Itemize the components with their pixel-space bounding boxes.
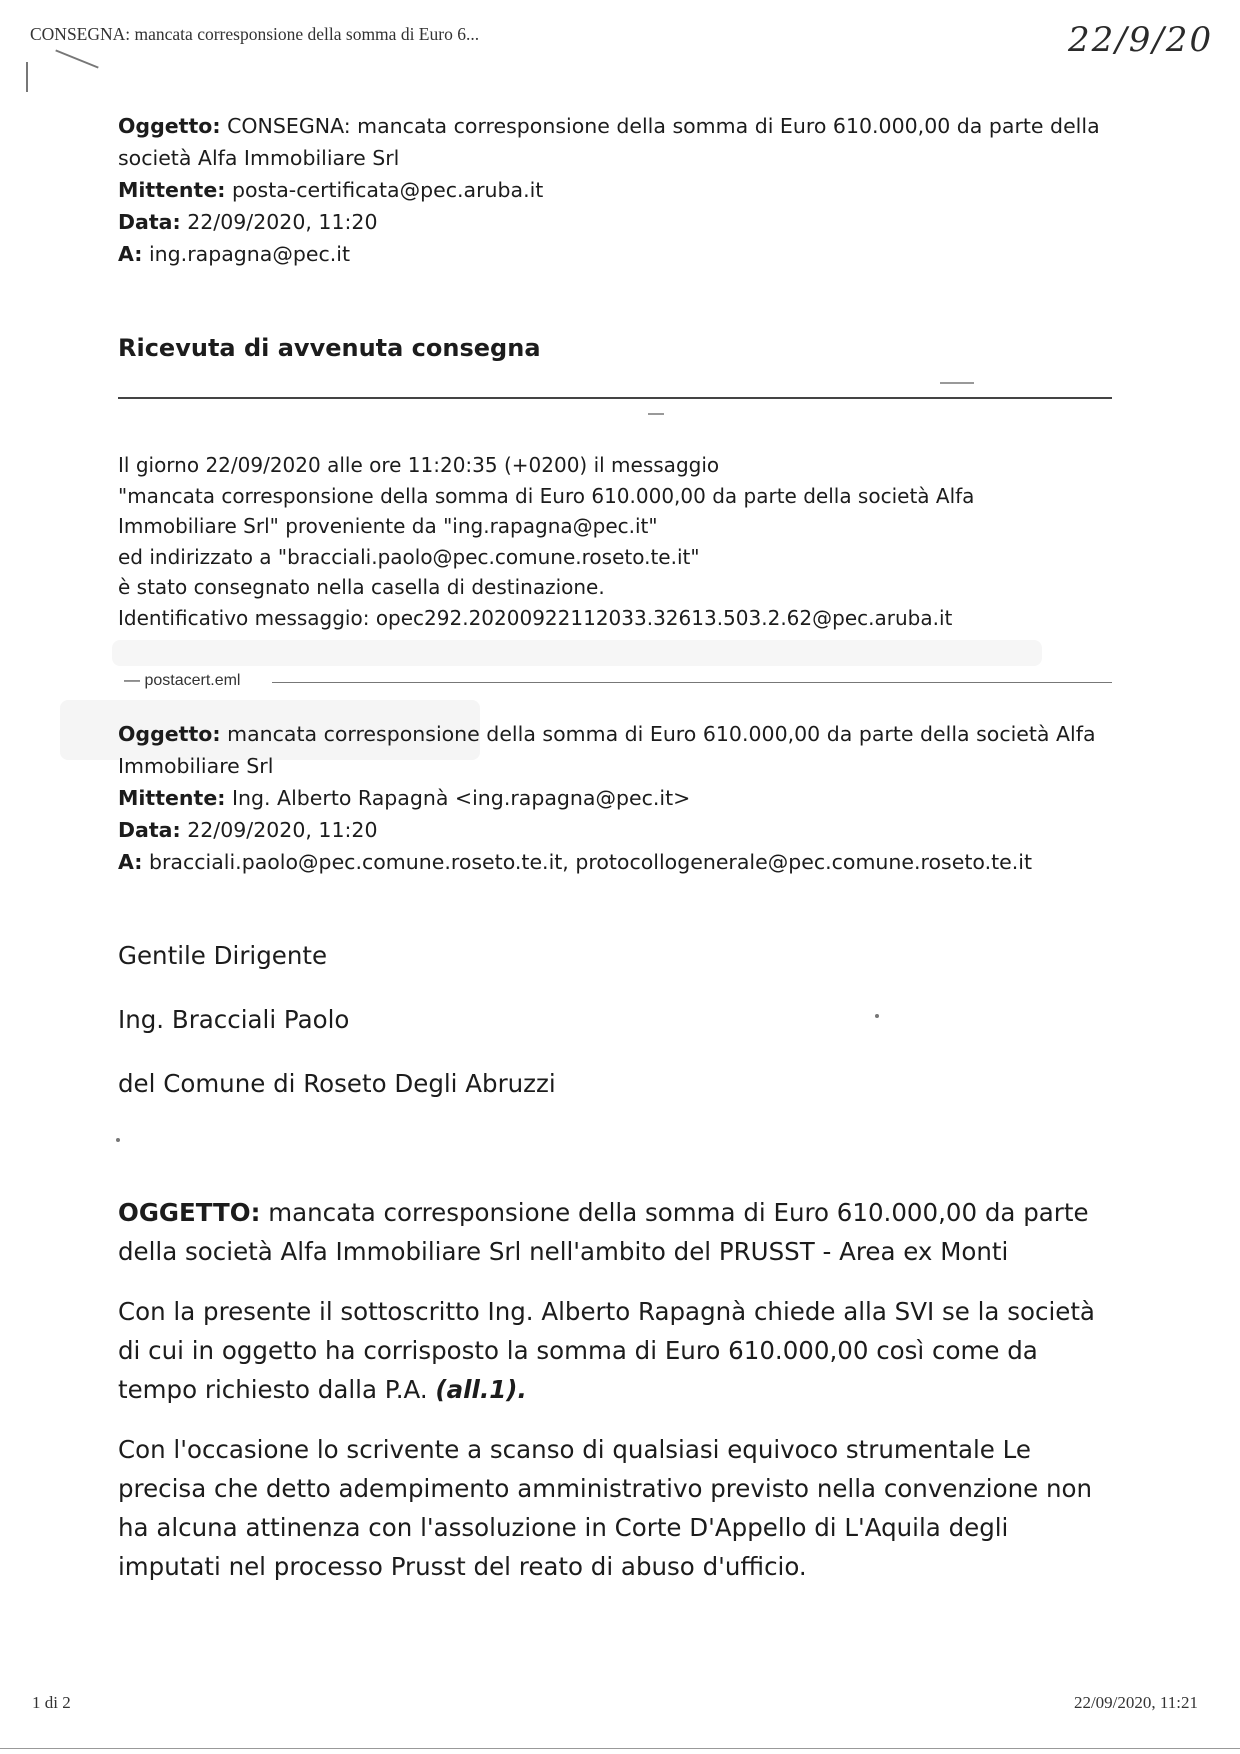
receipt-date-label: Data: [118,210,181,234]
receipt-line: Immobiliare Srl" proveniente da "ing.rapagna@pec.it" [118,514,658,538]
scan-smudge [112,640,1042,666]
scan-speck [875,1014,879,1018]
receipt-sender [118,174,1138,206]
original-sender-label: Mittente: [118,786,226,810]
original-to-label: A: [118,850,143,874]
receipt-title-rule [118,397,1112,399]
salutation-line: Gentile Dirigente [118,941,328,970]
scan-speck [116,1138,120,1142]
original-subject-value: mancata corresponsione della somma di Euro 610.000,00 da parte della società Alfa Immobiliare Srl [118,722,1096,778]
scan-speck [648,413,664,415]
original-subject-label: Oggetto: [118,722,221,746]
receipt-subject-value: CONSEGNA: mancata corresponsione della somma di Euro 610.000,00 da parte della società Alfa Immobiliare Srl [118,114,1100,170]
letter-paragraph-2: Con l'occasione lo scrivente a scanso di qualsiasi equivoco strumentale Le precisa che detto adempimento amministrativo previsto nella convenzione non ha alcuna attinenza con l'assoluzione in Corte D'Appello di L'Aquila degli imputati nel processo Prusst del reato di abuso d'ufficio. [118,1435,1093,1581]
receipt-to [118,238,1138,270]
letter-object [118,1193,1118,1271]
receipt-body [118,450,1138,633]
attachment-separator-rule [272,682,1112,683]
print-footer-datetime: 22/09/2020, 11:21 [1073,1693,1198,1712]
receipt-line: ed indirizzato a "bracciali.paolo@pec.comune.roseto.te.it" [118,544,700,569]
receipt-header [118,110,1138,270]
original-header [118,718,1138,878]
receipt-sender-value: posta-certificata@pec.aruba.it [231,178,544,202]
print-footer-page: 1 di 2 [32,1693,71,1712]
receipt-date [118,206,1138,238]
receipt-date-value: 22/09/2020, 11:20 [187,210,378,234]
print-header-title: CONSEGNA: mancata corresponsione della somma di Euro 6... [30,24,480,44]
original-date [118,814,1138,846]
handwritten-date: 22/9/20 [1068,20,1214,60]
original-subject [118,718,1138,782]
scan-speck [26,62,28,92]
attachment-reference: (all.1). [435,1375,527,1404]
salutation-line: del Comune di Roseto Degli Abruzzi [118,1069,556,1098]
receipt-to-value: ing.rapagna@pec.it [148,242,350,266]
original-date-value: 22/09/2020, 11:20 [187,818,378,842]
receipt-line: "mancata corresponsione della somma di Euro 610.000,00 da parte della società Alfa [118,483,975,508]
original-date-label: Data: [118,818,181,842]
original-sender-value: Ing. Alberto Rapagnà <ing.rapagna@pec.it> [231,786,691,810]
salutation-line: Ing. Bracciali Paolo [118,1005,350,1034]
original-sender [118,782,1138,814]
receipt-line: Identificativo messaggio: opec292.20200922112033.32613.503.2.62@pec.aruba.it [118,605,953,630]
receipt-subject-label: Oggetto: [118,114,221,138]
receipt-to-label: A: [118,242,143,266]
letter-object-text: mancata corresponsione della somma di Euro 610.000,00 da parte della società Alfa Immobiliare Srl nell'ambito del PRUSST - Area ex Monti [118,1198,1089,1266]
receipt-subject [118,110,1138,174]
original-to [118,846,1138,878]
original-to-value: bracciali.paolo@pec.comune.roseto.te.it, protocollogenerale@pec.comune.roseto.te.it [148,850,1032,874]
page-bottom-edge [0,1748,1240,1749]
letter-paragraph-1 [118,1292,1118,1409]
receipt-title: Ricevuta di avvenuta consegna [118,334,541,362]
receipt-line: è stato consegnato nella casella di destinazione. [118,575,605,599]
scan-speck [940,382,974,384]
attachment-separator: — postacert.eml [124,672,241,689]
scan-speck [55,49,98,68]
letter-object-label: OGGETTO: [118,1198,261,1227]
letter-paragraph-1-text: Con la presente il sottoscritto Ing. Alberto Rapagnà chiede alla SVI se la società di cui in oggetto ha corrisposto la somma di Euro 610.000,00 così come da tempo richiesto dalla P.A. [118,1297,1095,1404]
receipt-sender-label: Mittente: [118,178,226,202]
receipt-line: Il giorno 22/09/2020 alle ore 11:20:35 (+0200) il messaggio [118,453,720,477]
